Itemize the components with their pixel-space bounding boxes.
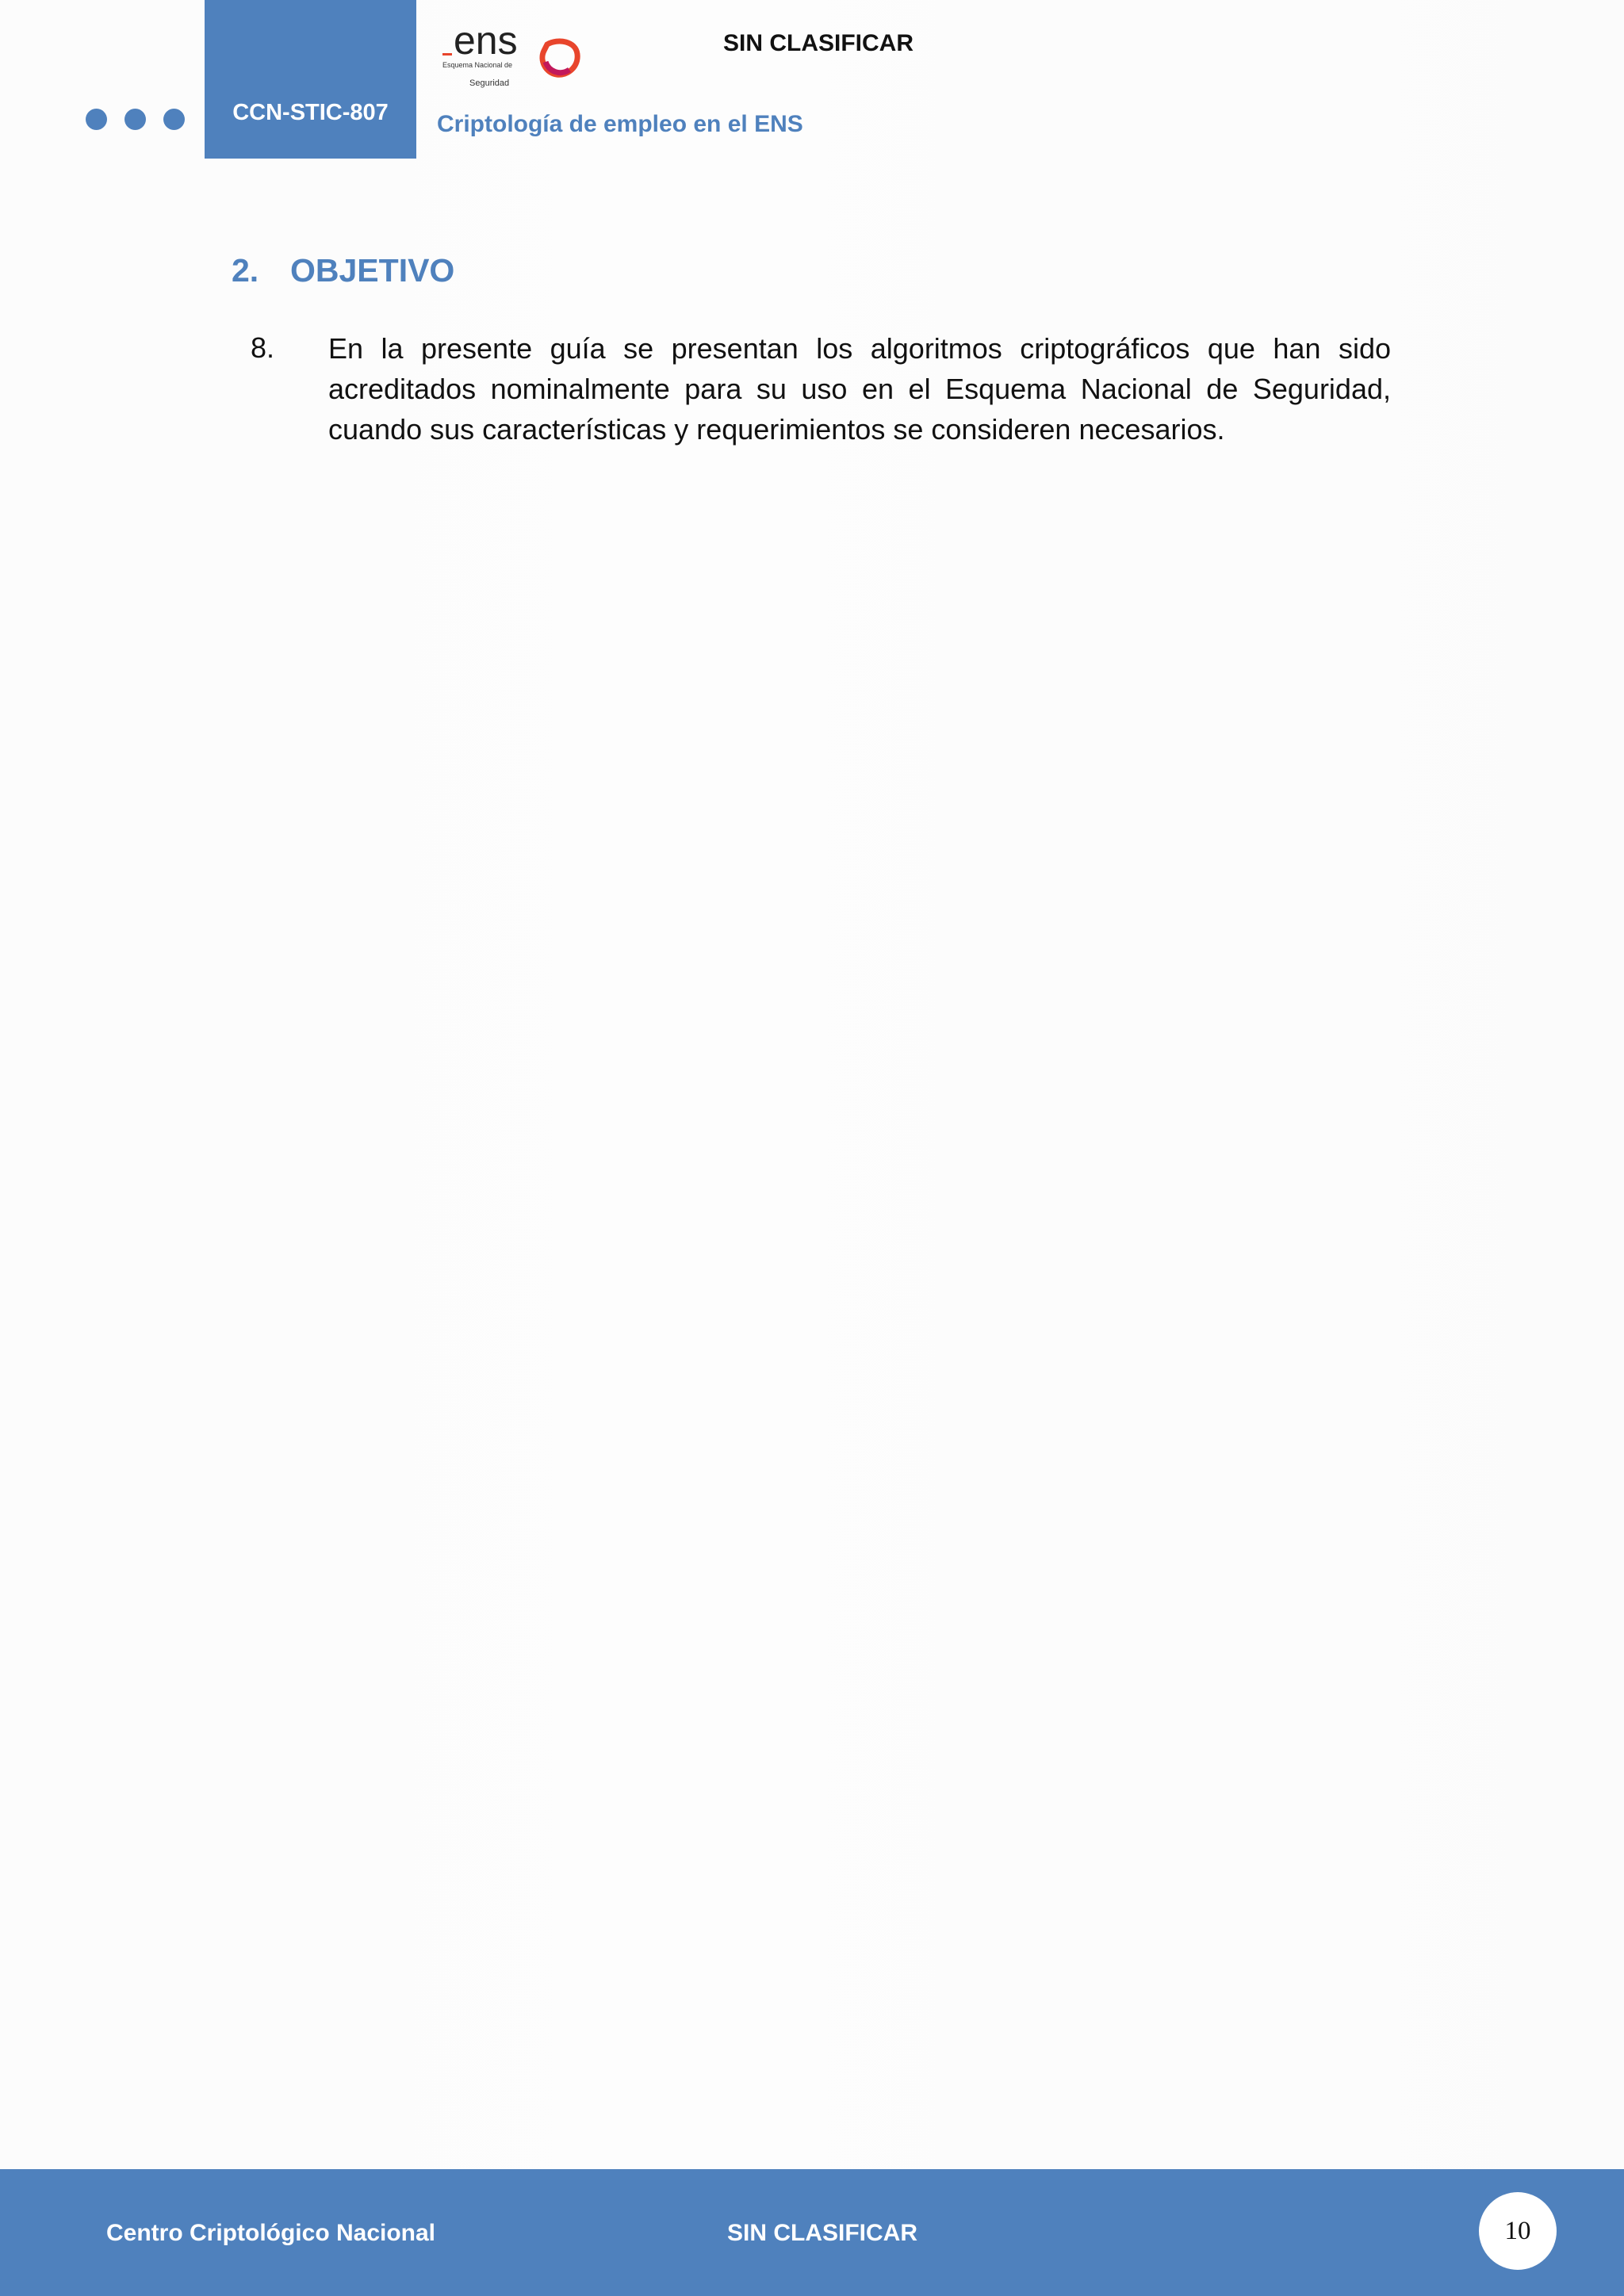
footer-organization: Centro Criptológico Nacional (106, 2220, 436, 2246)
logo-swirl-accent-icon (546, 62, 569, 73)
logo-caption-line1: Esquema Nacional de (442, 61, 513, 69)
footer-bar (0, 2169, 1624, 2296)
document-title: Criptología de empleo en el ENS (437, 111, 803, 137)
section-title: OBJETIVO (290, 252, 455, 289)
document-code-box (205, 0, 416, 159)
logo-caption-line2: Seguridad (469, 78, 510, 88)
header-dots (86, 109, 185, 130)
footer-classification: SIN CLASIFICAR (727, 2220, 917, 2246)
logo-underline-mark (442, 53, 452, 55)
page-number: 10 (1479, 2192, 1557, 2270)
header-dot (124, 109, 146, 130)
paragraph-number: 8. (251, 331, 275, 364)
section-number: 2. (232, 252, 259, 289)
ens-logo (441, 24, 584, 92)
logo-wordmark: ens (454, 24, 518, 63)
document-code: CCN-STIC-807 (232, 100, 389, 125)
header-dot (86, 109, 107, 130)
header-dot (163, 109, 185, 130)
section-heading (232, 252, 454, 289)
header-classification: SIN CLASIFICAR (723, 30, 914, 56)
paragraph-text: En la presente guía se presentan los algoritmos criptográficos que han sido acreditados nominalmente para su uso en el Esquema Nacional de Seguridad, cuando sus características y requerimientos se consideren necesarios. (328, 332, 1391, 446)
page-background (102, 0, 1624, 2169)
